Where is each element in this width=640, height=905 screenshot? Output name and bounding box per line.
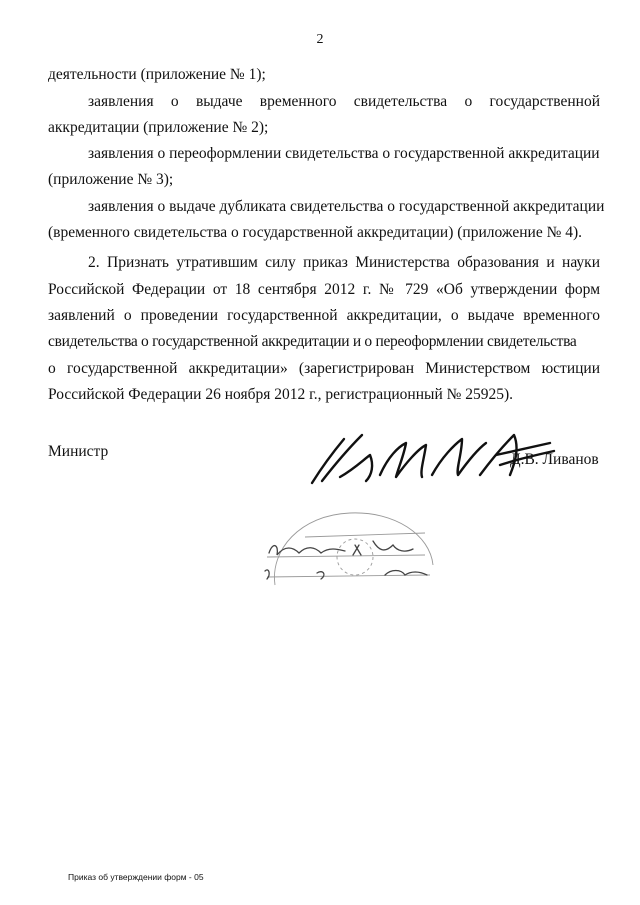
registration-stamp	[255, 495, 445, 610]
text-line-7: (временного свидетельства о государственной аккредитации) (приложение № 4).	[48, 224, 583, 241]
document-footer: Приказ об утверждении форм - 05	[68, 872, 204, 882]
text-line-3: аккредитации (приложение № 2);	[48, 119, 269, 136]
text-line-5: (приложение № 3);	[48, 171, 174, 188]
text-line-6: заявления о выдаче дубликата свидетельства о государственной аккредитации	[88, 198, 605, 215]
signatory-name: Д.В. Ливанов	[510, 451, 599, 468]
text-line-9: Российской Федерации от 18 сентября 2012 г. № 729 «Об утверждении форм	[48, 281, 600, 298]
signatory-title: Министр	[48, 443, 109, 460]
text-line-2: заявления о выдаче временного свидетельства о государственной	[88, 93, 600, 110]
text-line-11: свидетельства о государственной аккредитации и о переоформлении свидетельства	[48, 333, 577, 350]
text-line-4: заявления о переоформлении свидетельства о государственной аккредитации	[88, 145, 600, 162]
text-line-8: 2. Признать утратившим силу приказ Министерства образования и науки	[88, 254, 600, 271]
text-line-10: заявлений о проведении государственной аккредитации, о выдаче временного	[48, 307, 600, 324]
text-line-12: о государственной аккредитации» (зарегистрирован Министерством юстиции	[48, 360, 600, 377]
text-line-1: деятельности (приложение № 1);	[48, 66, 266, 83]
text-line-13: Российской Федерации 26 ноября 2012 г., регистрационный № 25925).	[48, 386, 514, 403]
page-number: 2	[316, 32, 324, 47]
